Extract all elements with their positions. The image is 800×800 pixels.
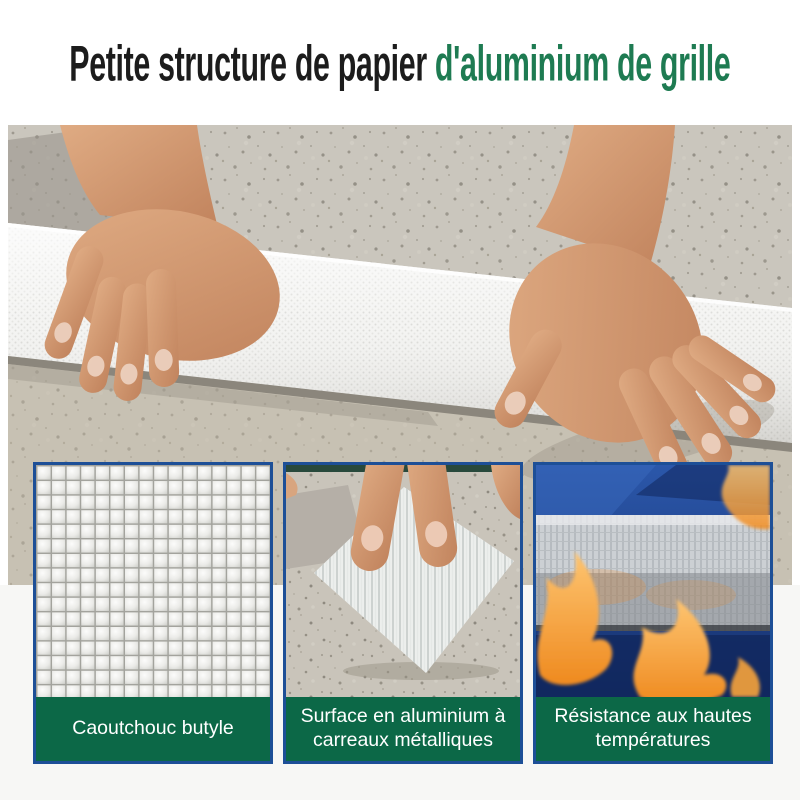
feature-card-aluminium-surface: [283, 462, 523, 764]
flame-test-photo: [536, 465, 770, 697]
feature-card-butyl: [33, 462, 273, 764]
feature-label: Résistance aux hautes températures: [536, 697, 770, 761]
feature-label: Caoutchouc butyle: [36, 697, 270, 761]
title-prefix: Petite structure de papier: [69, 34, 436, 91]
page-title: [69, 34, 731, 91]
feature-cards: [33, 462, 773, 764]
peeling-tape-photo: [286, 465, 520, 697]
feature-card-heat-resistance: [533, 462, 773, 764]
title-highlight: d'aluminium de grille: [435, 34, 731, 91]
butyl-rubber-texture-photo: [36, 465, 270, 697]
feature-label: Surface en aluminium à carreaux métalliques: [286, 697, 520, 761]
title-bar: [0, 0, 800, 125]
